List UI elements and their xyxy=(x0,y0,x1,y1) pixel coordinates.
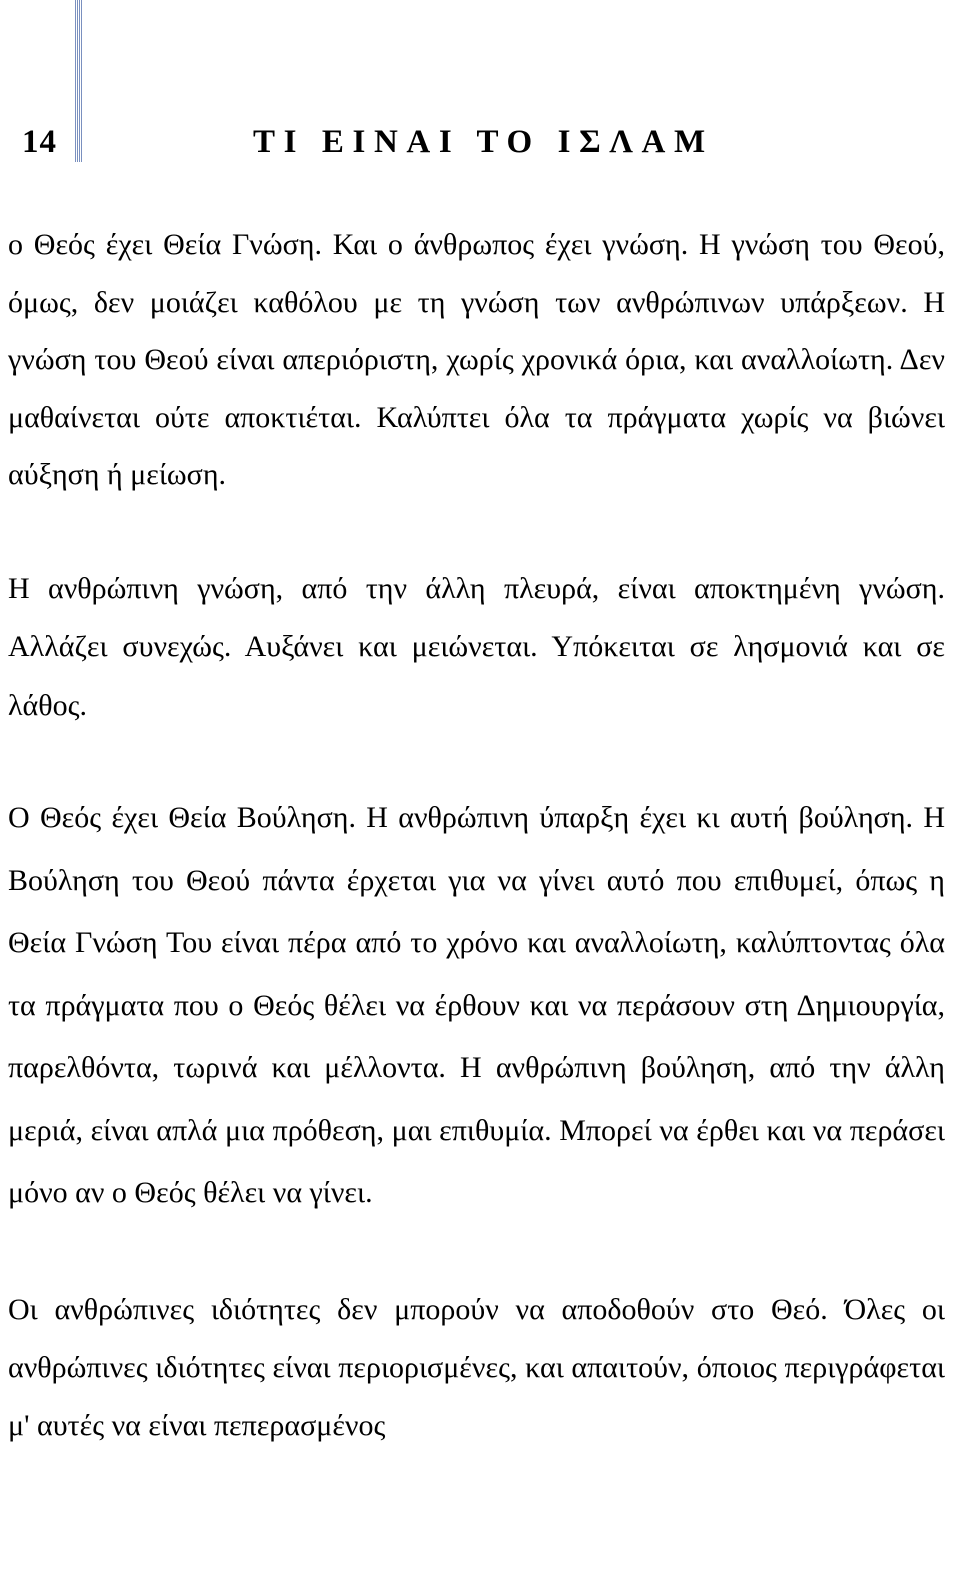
page-number: 14 xyxy=(22,124,57,160)
running-title: ΤΙ ΕΙΝΑΙ ΤΟ ΙΣΛΑΜ xyxy=(253,124,714,160)
paragraph-human-attributes: Οι ανθρώπινες ιδιότητες δεν μπορούν να αποδοθούν στο Θεό. Όλες οι ανθρώπινες ιδιότητες είναι περιορισμένες, και απαιτούν, όποιος περιγράφεται μ' αυτές να είναι πεπερασμένος xyxy=(8,1292,945,1442)
body-text xyxy=(8,216,945,1455)
paragraph-human-knowledge: Η ανθρώπινη γνώση, από την άλλη πλευρά, είναι αποκτημένη γνώση. Αλλάζει συνεχώς. Αυξάνει και μειώνεται. Υπόκειται σε λησμονιά και σε λάθος. xyxy=(8,571,945,722)
paragraph-divine-knowledge: ο Θεός έχει Θεία Γνώση. Και ο άνθρωπος έχει γνώση. Η γνώση του Θεού, όμως, δεν μοιάζει καθόλου με τη γνώση των ανθρώπινων υπάρξεων. Η γνώση του Θεού είναι απεριόριστη, χωρίς χρονικά όρια, και αναλλοίωτη. Δεν μαθαίνεται ούτε αποκτιέται. Καλύπτει όλα τα πράγματα χωρίς να βιώνει αύξηση ή μείωση. xyxy=(8,228,945,491)
header-margin-rule xyxy=(75,0,83,162)
paragraph-divine-will: Ο Θεός έχει Θεία Βούληση. Η ανθρώπινη ύπαρξη έχει κι αυτή βούληση. Η Βούληση του Θεού πάντα έρχεται για να γίνει αυτό που επιθυμεί, όπως η Θεία Γνώση Του είναι πέρα από το χρόνο και αναλλοίωτη, καλύπτοντας όλα τα πράγματα που ο Θεός θέλει να έρθουν και να περάσουν στη Δημιουργία, παρελθόντα, τωρινά και μέλλοντα. Η ανθρώπινη βούληση, από την άλλη μεριά, είναι απλά μια πρόθεση, μαι επιθυμία. Μπορεί να έρθει και να περάσει μόνο αν ο Θεός θέλει να γίνει. xyxy=(8,801,945,1209)
